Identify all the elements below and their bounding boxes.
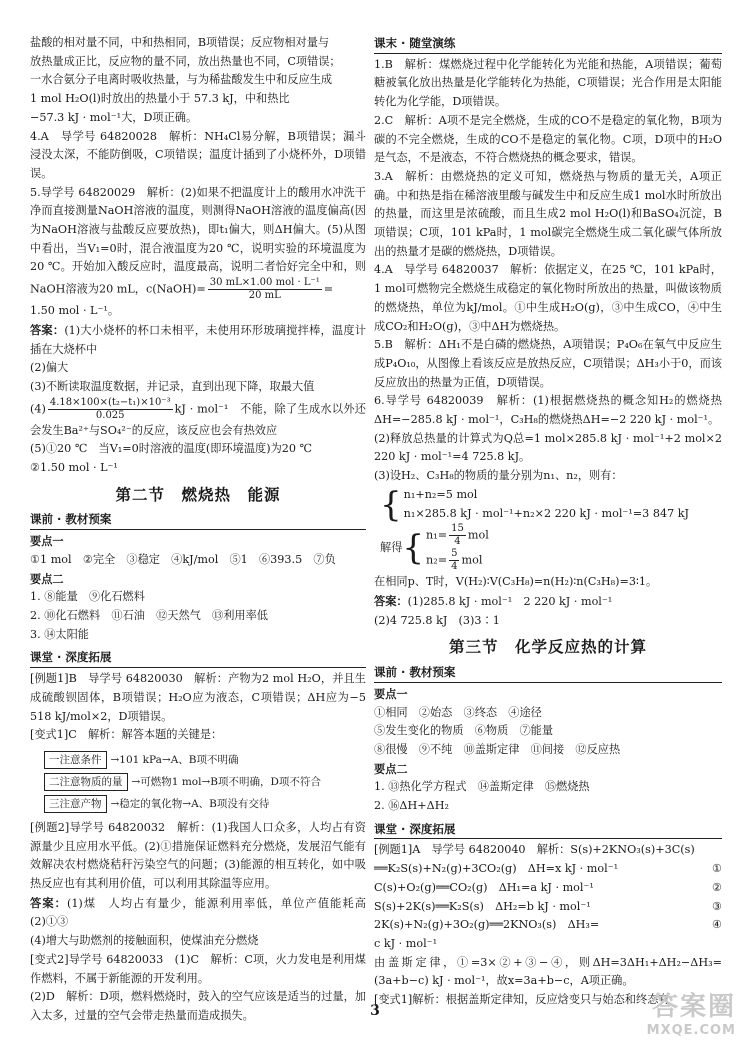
point-items: ①1 mol ②完全 ③稳定 ④kJ/mol ⑤1 ⑥393.5 ⑦负 — [30, 552, 336, 566]
equation-number: ② — [711, 880, 722, 894]
answer-3: (3)不断读取温度数据，并记录，直到出现下降，取最大值 — [30, 379, 315, 393]
example-1: [例题1]A 导学号 64820040 解析：S(s)+2KNO₃(s)+3C(s) — [374, 843, 695, 857]
fraction-denominator: 4 — [451, 561, 458, 573]
drill-2: 2.C 解析：A项不是完全燃烧，生成的CO不是稳定的氧化物，B项为碳的不完全燃烧，生成的CO不是稳定的氧化物。C项，D项中的H₂O是气态，不是液态，不符合燃烧热的概念要求，错误。 — [374, 113, 722, 165]
example-2: [例题2]导学号 64820032 解析：(1)我国人口众多，人均占有资源量少且应用水平低。(2)①措施保证燃料充分燃烧，发展沼气能有效解决农村燃烧秸秆污染空气的问题；(3)能源的相互转化，如中吸热反应也有其利用价值，可以利用其除温等应用。 — [30, 820, 366, 891]
answer-label: 答案： — [30, 895, 67, 910]
drill-1: 1.B 解析：煤燃烧过程中化学能转化为光能和热能，A项错误；葡萄糖被氧化放出热量是化学能转化为热能，C项错误；光合作用是太阳能转化为化学能，D项错误。 — [374, 57, 722, 109]
watermark-url: MXQE.COM — [646, 1023, 736, 1038]
flow-box: 三注意产物 — [44, 795, 107, 813]
drill-3: 3.A 解析：由燃烧热的定义可知，燃烧热与物质的量无关，A项正确。中和热是指在稀溶液里酸与碱发生中和反应生成1 mol水时所放出的热量，而这里是浓硫酸，而且生成2 mol H₂O(l)和BaSO₄沉淀，B项错误；C项，101 kPa时，1 mol碳完全燃烧生成二氧化碳气体所放出的热量才是碳的燃烧热，D项错误。 — [374, 169, 722, 258]
text-line: 放热量成正比，反应物的量不同，放出热量也不同，C项错误； — [30, 54, 341, 68]
fraction-tail: = — [323, 282, 334, 296]
equation-text: 2K(s)+N₂(g)+3O₂(g)══2KNO₃(s) ΔH₃= — [374, 918, 600, 932]
drill-6: 6.导学号 64820039 解析：(1)根据燃烧热的概念知H₂的燃烧热ΔH=−285.8 kJ · mol⁻¹，C₃H₈的燃烧热ΔH=−2 220 kJ · mol⁻¹。 — [374, 394, 722, 427]
flow-arrow-text: →101 kPa→A、B项不明确 — [110, 753, 239, 766]
brace-symbol: { — [380, 484, 402, 525]
answer-text: (4)增大与助燃剂的接触面积，使煤油充分燃烧 — [30, 934, 259, 948]
point-items: 1. ⑧能量 ⑨化石燃料 — [30, 590, 145, 604]
drill-5: 5.B 解析：ΔH₁不是白磷的燃烧热，A项错误；P₄O₆在氧气中反应生成P₄O₁₀，从图像上看该反应是放热反应，C项错误；ΔH₃小于0，而该反应放出的热量为正值，D项错误。 — [374, 338, 722, 389]
flow-row — [44, 771, 366, 793]
text-line: 1 mol H₂O(l)时放出的热量小于 57.3 kJ，中和热比 — [30, 92, 290, 106]
solution-line — [426, 523, 489, 548]
answer-5b: ②1.50 mol · L⁻¹ — [30, 461, 118, 475]
point-heading: 要点二 — [30, 571, 64, 586]
fraction-numerator: 15 — [451, 523, 464, 535]
answer-block — [30, 321, 366, 359]
fraction-denominator: 4 — [454, 536, 461, 548]
answer-block — [30, 894, 378, 932]
solution-system — [380, 523, 722, 573]
point-items: 3. ⑭太阳能 — [30, 627, 89, 641]
point-items: ⑤发生变化的物质 ⑥物质 ⑦能量 — [374, 724, 554, 738]
watermark-logo — [647, 986, 736, 1038]
answer-5 — [30, 184, 366, 303]
solution-unit: mol — [461, 553, 483, 567]
point-items: 1. ⑬热化学方程式 ⑭盖斯定律 ⑮燃烧热 — [374, 780, 590, 794]
answer-2: (2)偏大 — [30, 361, 69, 375]
page-number: 3 — [370, 1003, 380, 1019]
answer-text: (1)285.8 kJ · mol⁻¹ 2 220 kJ · mol⁻¹ — [407, 594, 613, 608]
text-line: −57.3 kJ · mol⁻¹大，D项正确。 — [30, 110, 198, 124]
equation-text: S(s)+2K(s)══K₂S(s) ΔH₂=b kJ · mol⁻¹ — [374, 899, 591, 913]
answer-4-formula — [30, 397, 366, 441]
left-column — [30, 34, 378, 1026]
equation-line: n₁×285.8 kJ · mol⁻¹+n₂×2 220 kJ · mol⁻¹=3 847 kJ — [403, 506, 690, 520]
equation-number: ④ — [711, 918, 722, 932]
section-title: 第二节 燃烧热 能源 — [115, 485, 281, 504]
section-header: 课堂 · 深度拓展 — [30, 648, 366, 668]
text-line: 一水合氨分子电离时吸收热量，与为稀盐酸发生中和反应生成 — [30, 73, 333, 87]
answer-block — [374, 592, 722, 612]
equation-system — [380, 486, 722, 523]
solve-label: 解得 — [380, 540, 403, 554]
equation-row — [374, 879, 722, 898]
flow-diagram — [44, 749, 366, 815]
answer-5a: (5)①20 ℃ 当V₁=0时溶液的温度(即环境温度)为20 ℃ — [30, 442, 313, 456]
answer-1: (1)大小烧杯的杯口未相平，未使用环形玻璃搅拌棒，温度计插在大烧杯中 — [30, 323, 366, 356]
point-heading: 要点二 — [374, 761, 408, 776]
hess-derivation: 由盖斯定律，①=3×②+③−④，则ΔH=3ΔH₁+ΔH₂−ΔH₃=(3a+b−c) kJ · mol⁻¹，故x=3a+b−c，A项正确。 — [374, 955, 722, 988]
equation-number: ① — [711, 862, 722, 876]
drill-4: 4.A 导学号 64820037 解析：依据定义，在25 ℃，101 kPa时，1 mol可燃物完全燃烧生成稳定的氧化物时所放出的热量，叫做该物质的燃烧热，单位为kJ/mol。①中生成H₂O(g)，③中生成CO，④中生成CO₂和H₂O(g)，③中ΔH为燃烧热。 — [374, 263, 722, 333]
answer-label: 答案： — [30, 322, 65, 337]
example-1: [例题1]B 导学号 64820030 解析：产物为2 mol H₂O，并且生成硫酸钡固体，B项错误；H₂O应为液态，C项错误；ΔH应为−5 518 kJ/mol×2，D项错误。 — [30, 672, 366, 723]
section-title: 第三节 化学反应热的计算 — [448, 638, 647, 657]
answer-4-prefix: (4) — [30, 402, 46, 416]
point-items: ⑧很慢 ⑨不纯 ⑩盖斯定律 ⑪间接 ⑫反应热 — [374, 742, 621, 756]
section-header: 课堂 · 深度拓展 — [374, 820, 722, 840]
section-header: 课前 · 教材预案 — [374, 663, 722, 683]
variant-2d: (2)D 解析：D项，燃料燃烧时，鼓入的空气应该是适当的过量，加入太多，过量的空气会带走热量而造成损失。 — [30, 990, 366, 1022]
answer-4: 4.A 导学号 64820028 解析：NH₄Cl易分解，B项错误；漏斗浸没太深，不能防倒吸，C项错误；温度计插到了小烧杯外，D项错误。 — [30, 129, 366, 180]
point-items: 2. ⑯ΔH+ΔH₂ — [374, 799, 449, 813]
answer-5-end: 1.50 mol · L⁻¹。 — [30, 304, 120, 318]
variant-1: [变式1]C 解析：解答本题的关键是： — [30, 728, 223, 742]
answer-text: (2)4 725.8 kJ (3)3∶1 — [374, 613, 500, 627]
fraction-heat — [48, 397, 173, 422]
flow-row — [44, 793, 366, 815]
answer-5-text: 5.导学号 64820029 解析：(2)如果不把温度计上的酸用水冲洗干净而直接测量NaOH溶液的温度，则测得NaOH溶液的温度偏高(因为NaOH溶液与盐酸反应要放热)，即t₁偏大，则ΔH偏大。(5)从图中看出，当V₁=0时，混合液温度为20 ℃，说明实验的环境温度为20 ℃。开始加入酸反应时，温度最高，说明二者恰好完全中和，则NaOH溶液为20 mL，c(NaOH)= — [30, 185, 366, 296]
flow-row — [44, 749, 366, 771]
answer-text: (1)煤 人均占有量少，能源利用率低，单位产值能耗高 (2)①③ — [30, 896, 378, 929]
answer-label: 答案： — [374, 593, 408, 608]
equation-row — [374, 898, 722, 917]
fraction-numerator: 30 mL×1.00 mol · L⁻¹ — [209, 277, 320, 289]
fraction-n2 — [449, 548, 459, 573]
point-heading: 要点一 — [30, 534, 64, 549]
fraction-denominator: 0.025 — [95, 409, 125, 421]
flow-box: 二注意物质的量 — [44, 773, 128, 791]
point-items: 2. ⑩化石燃料 ⑪石油 ⑫天然气 ⑬利用率低 — [30, 608, 268, 622]
fraction-n1 — [449, 523, 466, 548]
fraction-numerator: 5 — [451, 548, 458, 560]
variant-1: [变式1]解析：根据盖斯定律知，反应焓变只与始态和终态有 — [374, 993, 670, 1007]
flow-box: 一注意条件 — [44, 751, 107, 769]
solution-var: n₂= — [426, 553, 448, 567]
fraction-naoh — [208, 277, 322, 302]
solution-line — [426, 548, 489, 573]
flow-arrow-text: →可燃物1 mol→B项不明确，D项不符合 — [131, 775, 321, 788]
section-header: 课末 · 随堂演练 — [374, 34, 722, 54]
section-header: 课前 · 教材预案 — [30, 510, 366, 530]
drill-6-part3: (3)设H₂、C₃H₈的物质的量分别为n₁、n₂，则有： — [374, 469, 623, 483]
watermark-text: 答案圈 — [651, 992, 736, 1022]
brace-symbol: { — [402, 528, 425, 569]
equation-number: ③ — [711, 899, 722, 913]
answer-4-suffix: kJ · mol⁻¹ 不能，除了生成水以外还会发生Ba²⁺与SO₄²⁻的反应，该反应也会有热效应 — [30, 402, 366, 437]
drill-6-part4: 在相同p、T时，V(H₂)∶V(C₃H₈)=n(H₂)∶n(C₃H₈)=3∶1。 — [374, 575, 658, 589]
equation-text: C(s)+O₂(g)══CO₂(g) ΔH₁=a kJ · mol⁻¹ — [374, 880, 594, 894]
fraction-numerator: 4.18×100×(t₂−t₁)×10⁻³ — [49, 396, 171, 408]
equation-text: ══K₂S(s)+N₂(g)+3CO₂(g) ΔH=x kJ · mol⁻¹ — [374, 862, 619, 876]
text-line: 盐酸的相对量不同，中和热相同，B项错误；反应物相对量与 — [30, 36, 330, 49]
equation-row — [374, 860, 722, 879]
solution-var: n₁= — [426, 528, 448, 542]
drill-6-part2: (2)释放总热量的计算式为Q总=1 mol×285.8 kJ · mol⁻¹+2 mol×2 220 kJ · mol⁻¹=4 725.8 kJ。 — [374, 431, 722, 464]
solution-unit: mol — [467, 528, 489, 542]
flow-arrow-text: →稳定的氧化物→A、B项没有交待 — [110, 797, 270, 810]
point-heading: 要点一 — [374, 686, 408, 701]
equation-row — [374, 916, 722, 935]
equation-line: n₁+n₂=5 mol — [403, 487, 478, 501]
equation-continuation: c kJ · mol⁻¹ — [374, 936, 438, 950]
fraction-denominator: 20 mL — [248, 290, 281, 302]
point-items: ①相同 ②始态 ③终态 ④途径 — [374, 705, 542, 719]
variant-2: [变式2]导学号 64820033 (1)C 解析：C项，火力发电是利用煤作燃料，不属于新能源的开发利用。 — [30, 952, 366, 985]
right-column — [374, 34, 722, 1010]
